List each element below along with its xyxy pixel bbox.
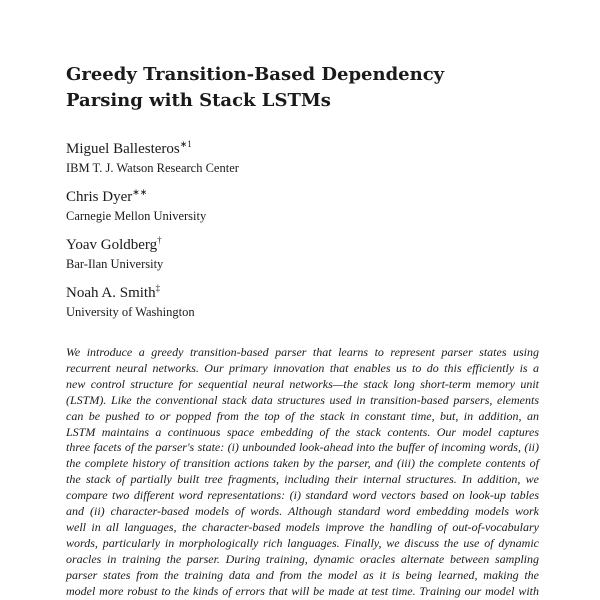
author-block (66, 236, 163, 272)
abstract-line: recurrent neural networks. Our primary innovation that enables us to do this efficiently is a (66, 360, 539, 375)
abstract-line: well in all languages, the character-based models improve the handling of out-of-vocabulary (66, 519, 539, 534)
abstract-line: (LSTM). Like the conventional stack data structures used in transition-based parsers, elements (66, 392, 539, 407)
abstract-line: oracles in training the parser. During training, dynamic oracles alternate between sampling (66, 551, 539, 566)
abstract-line: words, particularly in morphologically rich languages. Finally, we discuss the use of dynamic (66, 535, 539, 550)
abstract-line: compare two different word representations: (i) standard word vectors based on look-up tables (66, 488, 539, 503)
abstract-line: new control structure for sequential neural networks—the stack long short-term memory unit (66, 376, 539, 391)
abstract-line: the stack of partially built tree fragments, including their internal structures. In addition, we (66, 472, 539, 487)
abstract-line: parser states from the training data and from the model as it is being learned, making the (66, 567, 539, 582)
abstract-line: model more robust to the kinds of errors that will be made at test time. Training our model with (66, 583, 539, 598)
abstract-line: three facets of the parser's state: (i) unbounded look-ahead into the buffer of incoming words, (ii) (66, 440, 539, 455)
abstract-line: and (ii) character-based models of words. Although standard word embedding models work (66, 504, 539, 519)
author-name: Yoav Goldberg† (66, 235, 162, 253)
title-line: Parsing with Stack LSTMs (66, 90, 331, 111)
abstract (66, 345, 539, 600)
author-mark: ∗1 (179, 139, 192, 149)
paper-title (66, 62, 536, 114)
author-name: Noah A. Smith‡ (66, 283, 161, 301)
abstract-line: can be pushed to or popped from the top of the stack in constant time, but, in addition, an (66, 408, 539, 423)
author-block (66, 140, 239, 176)
author-affiliation: IBM T. J. Watson Research Center (66, 161, 239, 175)
author-mark: † (157, 235, 162, 245)
author-mark: ∗∗ (132, 187, 148, 197)
abstract-line: LSTM maintains a continuous space embedding of the stack contents. Our model captures (66, 424, 539, 439)
author-name: Miguel Ballesteros$^{∗1}$ (66, 139, 192, 157)
author-mark: ‡ (155, 283, 161, 293)
author-affiliation: Bar-Ilan University (66, 257, 164, 271)
title-line: Greedy Transition-Based Dependency (66, 64, 445, 85)
author-block (66, 188, 206, 224)
author-affiliation: University of Washington (66, 305, 195, 319)
abstract-line: the complete history of transition actions taken by the parser, and (iii) the complete contents of (66, 456, 539, 471)
abstract-line: We introduce a greedy transition-based parser that learns to represent parser states using (66, 345, 539, 359)
author-affiliation: Carnegie Mellon University (66, 209, 207, 223)
author-name: Chris Dyer∗∗ (66, 187, 148, 205)
author-block (66, 284, 195, 320)
